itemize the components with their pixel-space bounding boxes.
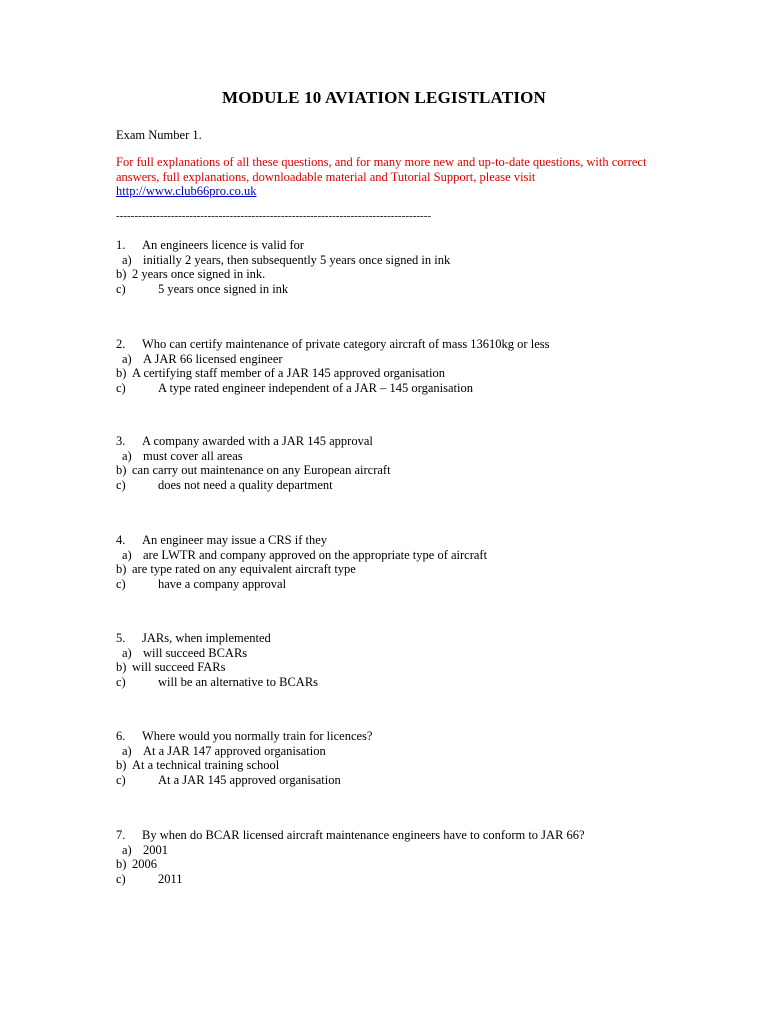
question-6: [116, 729, 372, 787]
option-text: will succeed FARs: [132, 660, 226, 674]
question-text: An engineers licence is valid for: [142, 238, 305, 252]
option-label: b): [116, 758, 127, 772]
option-text: A certifying staff member of a JAR 145 approved organisation: [132, 366, 446, 380]
option-text: 2 years once signed in ink.: [132, 267, 266, 281]
divider-line: --------------------------------------------------------------------------------------: [116, 210, 432, 222]
option-c: [116, 381, 549, 396]
question-1: [116, 238, 450, 296]
question-text: By when do BCAR licensed aircraft maintenance engineers have to conform to JAR 66?: [142, 828, 585, 842]
question-number: 2.: [116, 337, 126, 351]
option-label: b): [116, 267, 127, 281]
question-number: 3.: [116, 434, 126, 448]
notice-text: For full explanations of all these questions, and for many more new and up-to-date questions, with correct answers, full explanations, downloadable material and Tutorial Support, please visit: [116, 155, 647, 184]
option-text: At a JAR 145 approved organisation: [158, 772, 341, 787]
option-text: A JAR 66 licensed engineer: [143, 351, 283, 366]
option-label: a): [122, 842, 132, 857]
option-label: b): [116, 660, 127, 674]
question-number: 1.: [116, 238, 126, 252]
option-b: [116, 463, 391, 478]
option-label: c): [116, 871, 126, 886]
option-text: does not need a quality department: [158, 477, 333, 492]
option-label: b): [116, 562, 127, 576]
option-a: [116, 548, 487, 563]
option-label: c): [116, 576, 126, 591]
promo-notice: [116, 155, 656, 199]
option-label: b): [116, 463, 127, 477]
option-c: [116, 773, 372, 788]
question-4: [116, 533, 487, 591]
option-label: c): [116, 477, 126, 492]
option-text: are type rated on any equivalent aircraft type: [132, 562, 356, 576]
option-text: 2001: [143, 842, 168, 857]
option-text: 2011: [158, 871, 183, 886]
option-label: b): [116, 366, 127, 380]
option-label: a): [122, 252, 132, 267]
option-c: [116, 282, 450, 297]
question-5: [116, 631, 318, 689]
option-c: [116, 675, 318, 690]
club66pro-link[interactable]: http://www.club66pro.co.uk: [116, 184, 257, 198]
option-label: a): [122, 645, 132, 660]
option-label: b): [116, 857, 127, 871]
option-c: [116, 872, 585, 887]
option-label: c): [116, 380, 126, 395]
option-a: [116, 646, 318, 661]
question-text: JARs, when implemented: [142, 631, 271, 645]
option-text: A type rated engineer independent of a JAR – 145 organisation: [158, 380, 473, 395]
option-label: c): [116, 674, 126, 689]
exam-number: Exam Number 1.: [116, 128, 202, 142]
option-b: [116, 660, 318, 675]
option-label: c): [116, 772, 126, 787]
option-label: a): [122, 351, 132, 366]
question-7: [116, 828, 585, 886]
question-text: Where would you normally train for licences?: [142, 729, 373, 743]
option-text: 5 years once signed in ink: [158, 281, 289, 296]
option-text: must cover all areas: [143, 448, 243, 463]
option-c: [116, 478, 391, 493]
option-b: [116, 267, 450, 282]
option-text: At a technical training school: [132, 758, 280, 772]
option-text: initially 2 years, then subsequently 5 years once signed in ink: [143, 252, 451, 267]
option-text: will be an alternative to BCARs: [158, 674, 319, 689]
option-a: [116, 449, 391, 464]
option-text: 2006: [132, 857, 157, 871]
option-label: a): [122, 448, 132, 463]
option-text: can carry out maintenance on any European aircraft: [132, 463, 391, 477]
option-a: [116, 253, 450, 268]
option-b: [116, 366, 549, 381]
option-text: At a JAR 147 approved organisation: [143, 743, 326, 758]
question-2: [116, 337, 549, 395]
option-b: [116, 562, 487, 577]
option-a: [116, 744, 372, 759]
question-number: 5.: [116, 631, 126, 645]
question-number: 6.: [116, 729, 126, 743]
option-label: c): [116, 281, 126, 296]
question-number: 4.: [116, 533, 126, 547]
question-text: A company awarded with a JAR 145 approval: [142, 434, 373, 448]
option-text: are LWTR and company approved on the appropriate type of aircraft: [143, 547, 488, 562]
option-b: [116, 758, 372, 773]
option-text: have a company approval: [158, 576, 287, 591]
question-text: Who can certify maintenance of private category aircraft of mass 13610kg or less: [142, 337, 550, 351]
question-3: [116, 434, 391, 492]
question-text: An engineer may issue a CRS if they: [142, 533, 328, 547]
option-b: [116, 857, 585, 872]
option-a: [116, 843, 585, 858]
option-label: a): [122, 743, 132, 758]
question-number: 7.: [116, 828, 126, 842]
option-a: [116, 352, 549, 367]
option-text: will succeed BCARs: [143, 645, 248, 660]
option-label: a): [122, 547, 132, 562]
option-c: [116, 577, 487, 592]
page-title: MODULE 10 AVIATION LEGISTLATION: [221, 88, 547, 107]
